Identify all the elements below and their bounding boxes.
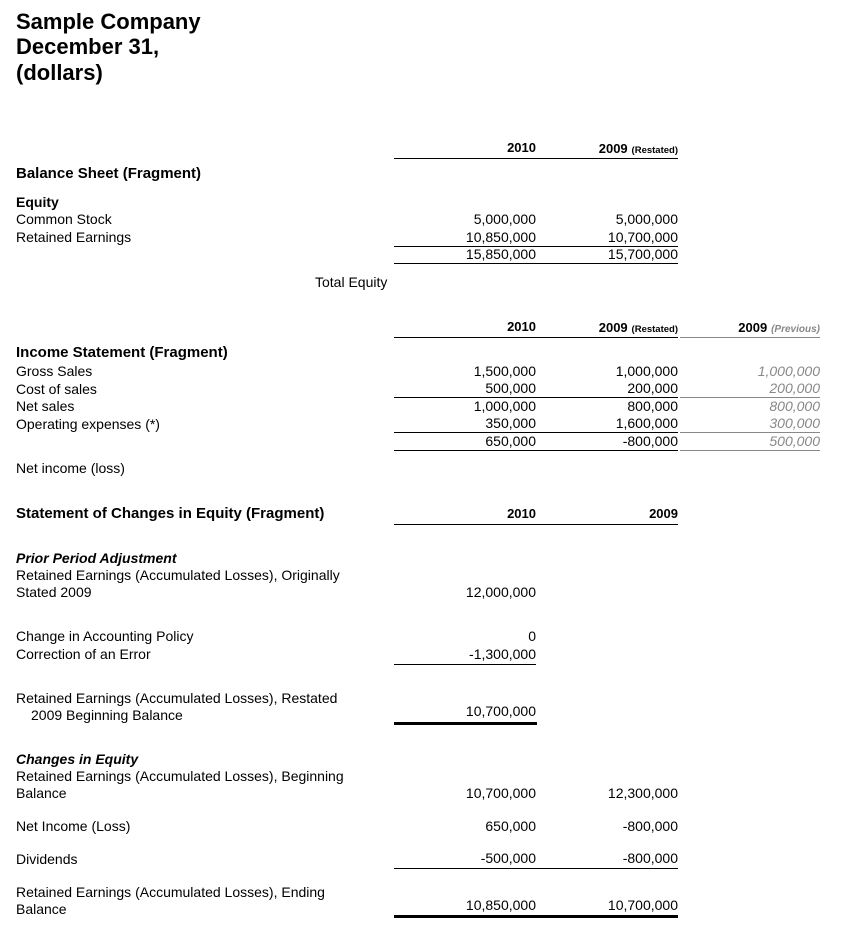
is-result-2009: -800,000: [622, 433, 678, 449]
ce-dividends-2009: -800,000: [622, 850, 678, 866]
ce-change-policy-value: 0: [528, 628, 536, 644]
ce-restated-label-1: Retained Earnings (Accumulated Losses), Restated: [16, 690, 338, 706]
is-row-value-2009: 1,600,000: [615, 415, 678, 431]
is-row-label: Net sales: [16, 398, 75, 414]
is-row-value-2010: 350,000: [485, 415, 536, 431]
report-date: December 31,: [16, 34, 160, 59]
ce-orig-label-1: Retained Earnings (Accumulated Losses), Originally: [16, 567, 340, 583]
is-col-2009-note: (Restated): [631, 324, 678, 335]
is-row-value-2010: 1,000,000: [473, 398, 536, 414]
bs-equity-label: Equity: [16, 194, 59, 210]
ce-restated-label-2: 2009 Beginning Balance: [31, 707, 183, 723]
report-currency: (dollars): [16, 60, 103, 85]
is-result-2010: 650,000: [485, 433, 536, 449]
bs-row-value-2009: 10,700,000: [607, 229, 678, 245]
is-row-value-prev: 1,000,000: [757, 363, 820, 379]
is-col-2009-year: 2009: [598, 320, 628, 335]
is-col-2009: [537, 319, 678, 335]
bs-total-rule: [394, 263, 678, 264]
ce-end-label-2: Balance: [16, 901, 67, 917]
bs-col-2010: 2010: [507, 140, 536, 155]
ce-title: Statement of Changes in Equity (Fragment): [16, 505, 325, 522]
bs-header-rule: [394, 158, 678, 159]
bs-total-label: Total Equity: [315, 274, 388, 290]
is-col-prev-note: (Previous): [771, 324, 820, 335]
ce-dividends-rule: [394, 868, 678, 869]
ce-restated-double-rule: [394, 722, 537, 725]
ce-header-rule: [394, 524, 678, 525]
ce-correction-label: Correction of an Error: [16, 646, 151, 662]
ce-dividends-2010: -500,000: [480, 850, 536, 866]
is-row-value-2010: 1,500,000: [473, 363, 536, 379]
ce-col-2010: 2010: [507, 506, 536, 521]
ce-end-double-rule: [394, 915, 678, 918]
bs-col-2009: [537, 140, 678, 156]
bs-row-value-2010: 5,000,000: [473, 211, 536, 227]
bs-col-2009-note: (Restated): [631, 145, 678, 156]
is-row-label: Gross Sales: [16, 363, 93, 379]
is-header-rule: [394, 337, 678, 338]
ce-change-policy-label: Change in Accounting Policy: [16, 628, 194, 644]
is-row-value-prev: 800,000: [769, 398, 820, 414]
company-name: Sample Company: [16, 9, 201, 34]
is-row-label: Operating expenses (*): [16, 416, 160, 432]
bs-total-2009: 15,700,000: [607, 246, 678, 262]
ce-correction-value: -1,300,000: [469, 646, 536, 662]
ce-orig-value: 12,000,000: [465, 584, 536, 600]
ce-net-income-2009: -800,000: [622, 818, 678, 834]
ce-orig-label-2: Stated 2009: [16, 584, 92, 600]
ce-changes-title: Changes in Equity: [16, 751, 139, 767]
is-row-value-prev: 200,000: [769, 380, 820, 396]
is-title: Income Statement (Fragment): [16, 344, 228, 361]
ce-begin-label-2: Balance: [16, 785, 67, 801]
bs-total-2010: 15,850,000: [465, 246, 536, 262]
is-header-rule-prev: [680, 337, 820, 338]
is-col-2010: 2010: [507, 319, 536, 334]
ce-begin-label-1: Retained Earnings (Accumulated Losses), Beginning: [16, 768, 344, 784]
is-result-prev: 500,000: [769, 433, 820, 449]
is-result-rule-prev: [680, 450, 820, 451]
ce-correction-rule: [394, 664, 536, 665]
ce-net-income-2010: 650,000: [485, 818, 536, 834]
is-col-prev: [680, 319, 820, 335]
ce-begin-2009: 12,300,000: [607, 785, 678, 801]
ce-col-2009: 2009: [649, 506, 678, 521]
bs-row-label: Common Stock: [16, 211, 112, 227]
bs-title: Balance Sheet (Fragment): [16, 165, 202, 182]
is-col-prev-year: 2009: [738, 320, 768, 335]
ce-begin-2010: 10,700,000: [465, 785, 536, 801]
is-row-value-prev: 300,000: [769, 415, 820, 431]
is-row-value-2009: 800,000: [627, 398, 678, 414]
is-result-rule: [394, 450, 678, 451]
is-row-value-2009: 200,000: [627, 380, 678, 396]
ce-dividends-label: Dividends: [16, 851, 78, 867]
bs-row-value-2009: 5,000,000: [615, 211, 678, 227]
bs-row-value-2010: 10,850,000: [465, 229, 536, 245]
bs-row-label: Retained Earnings: [16, 229, 132, 245]
ce-end-label-1: Retained Earnings (Accumulated Losses), Ending: [16, 884, 325, 900]
ce-end-2009: 10,700,000: [607, 897, 678, 913]
ce-prior-title: Prior Period Adjustment: [16, 550, 177, 566]
is-row-label: Cost of sales: [16, 381, 97, 397]
is-row-value-2010: 500,000: [485, 380, 536, 396]
ce-end-2010: 10,850,000: [465, 897, 536, 913]
bs-col-2009-year: 2009: [598, 141, 628, 156]
ce-net-income-label: Net Income (Loss): [16, 818, 131, 834]
ce-restated-value: 10,700,000: [465, 703, 536, 719]
is-row-value-2009: 1,000,000: [615, 363, 678, 379]
is-net-income-label: Net income (loss): [16, 460, 125, 476]
